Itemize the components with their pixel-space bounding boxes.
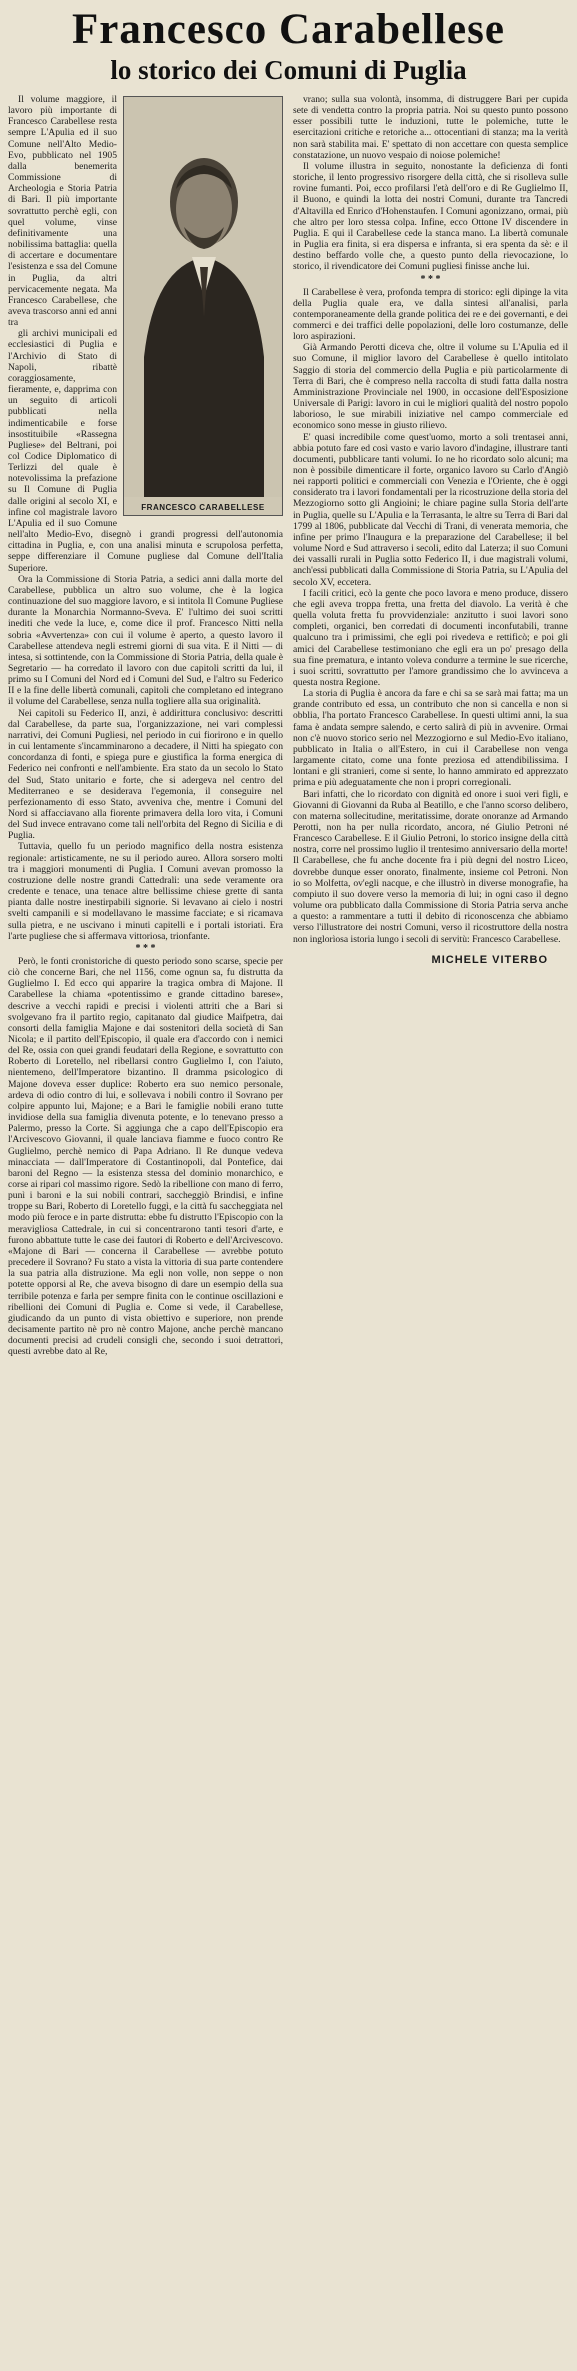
paragraph: Però, le fonti cronistoriche di questo periodo sono scarse, specie per ciò che concerne Bari, che nel 1156, come ognun sa, fu distrutta da Guglielmo I. Ed ecco qui apparire la tragica ombra di Majone. Il Carabellese la chiama «potentissimo e grande cittadino barese», descrive a vecchi rapidi e precisi i violenti attriti che a Bari si svolgevano fra il partito regio, capitanato dal giudice Maifpetra, dai consorti della famiglia Majone e dai sostenitori della società di San Nicola; e il partito dell'Episcopio, il quale era d'accordo con i nemici del Re, ossia con quei grandi feudatari della Regione, e sovrattutto con Roberto di Loretello, nel ribellarsi contro Guglielmo I, con l'aiuto, nientemeno, dell'Imperatore bizantino. Il dramma psicologico di Majone doveva esser duplice: Roberto era suo nemico personale, ardeva di odio contro di lui, e sollevava i nobili contro il Sovrano per colpire appunto lui, Majone; e a Bari le famiglie nobili erano tutte invidiose della sua famiglia divenuta potente, e lo tenevano presso a Palermo, presso la Corte. Si aggiunga che a capo dell'Episcopio era l'Arcivescovo Giovanni, il quale lanciava fiamme e fuoco contro Re Guglielmo, perchè nemico di Papa Adriano. Il Re dunque vedeva minacciata — dall'Imperatore di Costantinopoli, dal Pontefice, dai baroni del Regno — la esistenza stessa del dominio monarchico, e corse ai ripari col massimo rigore. Sedò la ribellione con mano di ferro, punì i baroni e la sui nobili contrari, saccheggiò Brindisi, e infine troppe su Bari, Roberto di Loretello fuggì, e la città fu saccheggiata nel modo più feroce e in parte distrutta: ebbe fu distrutto l'Episcopio con la meravigliosa Cattedrale, in cui si concentrarono tanti tesori d'arte, e furono abbattute tutte le case dei fautori di Roberto e dell'Arcivescovo. «Majone di Bari — concerna il Carabellese — avrebbe potuto precedere il Sovrano? Fu stato a vista la vittoria di sua parte contendere la sua patria alla distruzione. Ma egli non volle, non seppe o non potette opporsi al Re, che aveva bisogno di dare un esempio della sua terribile potenza e farla per sempre finita con le continue oscillazioni e ribellioni dei Comuni di Puglia e. Come si vede, il Carabellese, giudicando da un punto di vista obiettivo e superiore, non prende decisamente partito nè pro nè contro Majone, anche perchè mancano documenti precisi ad crudeli consigli che, secondo i suoi detrattori, questi avrebbe dato al Re, <box>8 955 283 1358</box>
article-title: Francesco Carabellese <box>72 6 505 53</box>
portrait-photo <box>123 96 283 516</box>
right-column <box>293 94 568 1358</box>
paragraph: I facili critici, ecò la gente che poco lavora e meno produce, dissero che egli aveva troppa fretta, una fretta del diavolo. La verità è che quella voluta fretta fu provvidenziale: anzitutto i suoi lavori sono completi, organici, ben corredati di documenti inconfutabili, tranne qualcuno tra i primissimi, che egli poi rivedeva e rettificò; e poi gli amici del Carabellese testimoniano che egli era un po' presago della sua fine prematura, e intanto voleva condurre a termine le sue ricerche, i suoi scritti, sovrattutto per l'amore grandissimo che lo avvinceva a questa nostra Regione. <box>293 587 568 688</box>
paragraph: Il volume illustra in seguito, nonostante la deficienza di fonti storiche, il lento progressivo risorgere della città, che si risolleva sulle rovine fumanti. Poi, ecco profilarsi l'età dell'oro e di Re Guglielmo II, il Buono, e quindi la lotta dei nostri Comuni, durante tra Tancredi d'Altavilla ed Enrico d'Hohenstaufen. I Comuni agonizzano, ormai, più che altro per loro stessa colpa. Infine, ecco Ottone IV discendere in Puglia. E qui il Carabellese cede la stanca mano. La libertà comunale in Puglia era finita, si era dispersa e infranta, si era spenta da sè: e il destino beffardo volle che, a questo punto della rievocazione, lo storico, il rivendicatore dei Comuni pugliesi finisse anche lui. <box>293 160 568 273</box>
left-column <box>8 94 283 1358</box>
article-columns <box>8 94 569 1358</box>
section-separator: * * * <box>420 273 441 285</box>
paragraph: La storia di Puglia è ancora da fare e chi sa se sarà mai fatta; ma un grande contributo ed essa, un contributo che non si cancella e non si obblia, l'ha portato Francesco Carabellese. In questi ultimi anni, la sua fama è andata sempre salendo, e certo salirà di più in avvenire. Ormai non c'è nuovo storico serio nel Mezzogiorno e sul Medio-Evo italiano, pubblicato in Italia o all'Estero, in cui il Carabellese non venga largamente citato, come una fonte preziosa ed attendibilissima. I lontani e gli stranieri, come si sente, lo hanno ammirato ed apprezzato prima e più adeguatamente che non i propri corregionali. <box>293 688 568 789</box>
paragraph: E' quasi incredibile come quest'uomo, morto a soli trentasei anni, abbia potuto fare ed così vasto e vario lavoro d'indagine, illustrare tanti documenti, pubblicare tanti volumi. Io ne ho ricordato solo alcuni; ma non è possibile dimenticare il forte, organico lavoro su Carlo d'Angiò nei rapporti politici e commerciali con Venezia e l'Oriente, che è oggi considerato tra i lavori fondamentali per la ricostruzione della storia del Mezzogiorno sotto gli Angioini; le chiare pagine sulla Storia dell'arte in Puglia, quelle su L'Apulia e la Terrasanta, le altre su Terra di Bari dal 1799 al 1806, pubblicate dal Vecchi di Trani, di venerata memoria, che infine per primo l'Inaugura e la preparazione del Carabellese; il bel volume Nord e Sud attraverso i secoli, edito dal Laterza; il suo Comuni dei vassalli rurali in Puglia sotto Federico II, i due magistrali volumi, anch'essi pubblicati dalla Commissione di Storia Patria, su L'Apulia del secolo XV, eccetera. <box>293 431 568 588</box>
article-subtitle: lo storico dei Comuni di Puglia <box>110 55 467 85</box>
paragraph: gli archivi municipali ed ecclesiastici di Puglia e l'Archivio di Stato di Napoli, ribattè coraggiosamente, fieramente, e, dapprima con un seguito di articoli pubblicati nella indimenticabile e forse insostituibile «Rassegna Pugliese» del Beltrani, poi col Codice Diplomatico di Terlizzi del quale è notevolissima la prefazione su Il Comune di Puglia dalle origini al secolo XI, e infine col magistrale lavoro L'Apulia ed il suo Comune nell'alto Medio-Evo, disegnò i grandi progressi dell'autonomia cittadina in Puglia, e, con una analisi minuta e scrupolosa perfetta, seppe differenziare il Comune pugliese dal Comune dell'Italia Superiore. <box>8 328 283 574</box>
paragraph: Nei capitoli su Federico II, anzi, è addirittura conclusivo: descritti dal Carabellese, da parte sua, l'organizzazione, nei vari complessi narrativi, dei Comuni Pugliesi, nel periodo in cui fiorirono e in quello in cui lentamente s'incamminarono a decadere, il Nitti ha spiegato con concordanza di fonti, e spiega pure e giustifica la forma energica di Federico nei confronti e nell'ambiente. Era stato da un secolo lo Stato del Sud, Stato unitario e forte, che si adergeva nel centro del Mediterraneo e se desiderava l'egemonia, il conseguire nel perfezionamento di esso Stato, avveniva che, mentre i Comuni del Nord si affacciavano alla fiorente primavera della loro vita, i Comuni del Sud invece entravano come tali nell'orbita del Regno di Sicilia e di Puglia. <box>8 707 283 842</box>
paragraph: Ora la Commissione di Storia Patria, a sedici anni dalla morte del Carabellese, pubblica un altro suo volume, che è la logica continuazione del suo maggiore lavoro, e si intitola Il Comune Pugliese durante la Monarchia Normanno-Sveva. E' l'ultimo dei suoi scritti inediti che vede la luce, e, come dice il prof. Francesco Nitti nella sobria «Avvertenza» con cui il volume è aperto, a questo lavoro il Carabellese attendeva negli estremi giorni di sua vita. E il Nitti — di intesa, si sottintende, con la Commissione di Storia Patria, della quale è Segretario — ha corredato il lavoro con due capitoli scritti da lui, il primo su I Comuni del Nord ed i Comuni del Sud, e l'altro su Federico II e la fine delle libertà comunali, capitoli che completano ed integrano il volume del Carabellese, senza nulla togliere alla sua originalità. <box>8 573 283 708</box>
paragraph: Il volume maggiore, il lavoro più importante di Francesco Carabellese resta sempre L'Apulia ed il suo Comune nell'Alto Medio-Evo, pubblicato nel 1905 dalla benemerita Commissione di Archeologia e Storia Patria di Bari. Il più importante sovrattutto perchè egli, con quel volume, vinse definitivamente una nobilissima battaglia: quella di accertare e documentare l'esistenza e ssa del Comune in Puglia, da altri pervicacemente negata. Ma Francesco Carabellese, che aveva trascorso anni ed anni tra <box>8 94 117 329</box>
portrait-illustration <box>124 97 282 497</box>
paragraph: vrano; sulla sua volontà, insomma, di distruggere Bari per cupida sete di vendetta contro la propria patria. Noi su questo punto possono esser possibili tutte le induzioni, tutte le polemiche, tutte le esercitazioni critiche e retoriche a... ottocentiani di stanza; ma la verità non sarà stabilita mai. E' spettato di non accettare con questa semplice constatazione, un nuovo vespaio di noiose polemiche! <box>293 94 568 161</box>
section-separator: * * * <box>135 942 156 954</box>
paragraph: Già Armando Perotti diceva che, oltre il volume su L'Apulia ed il suo Comune, il miglior lavoro del Carabellese è quello intitolato Saggio di storia del commercio della Puglia e più particolarmente di Terra di Bari, che è compreso nella raccolta di studi fatta dalla nostra Amministrazione Provinciale nel 1900, in occasione dell'Esposizione Universale di Parigi: lavoro in cui le migliori qualità del nostro popolo laborioso, le sue mirabili iniziative nel campo commerciale ed economico sono messe in giusto rilievo. <box>293 342 568 432</box>
photo-caption: FRANCESCO CARABELLESE <box>141 502 265 512</box>
paragraph: Il Carabellese è vera, profonda tempra di storico: egli dipinge la vita della Puglia quale era, ve dalla sintesi all'analisi, parla contemporaneamente della grande politica dei re e dei governanti, e dei commerci e dei traffici delle popolazioni, delle loro costumanze, delle loro aspirazioni. <box>293 286 568 343</box>
paragraph: Bari infatti, che lo ricordato con dignità ed onore i suoi veri figli, e Giovanni di Giovanni da Ruba al Beatillo, e che l'anno scorso delibero, con materna sollecitudine, meritatissime, dorate onoranze ad Armando Perotti, non ha per nulla ricordato, ancora, né Giulio Petroni né Francesco Carabellese. E il Giulio Petroni, lo storico insigne della città nostra, corre nel prossimo luglio il trentesimo anniversario della morte! Il Carabellese, che fu anche docente fra i più degni del nostro Liceo, dovrebbe dunque esser onorato, finalmente, insieme col Petroni. Non io so Molfetta, ov'egli nacque, e che illustrò in diverse monografie, ha compiuto il suo dovere verso la memoria di lui; in ogni caso il degno volume ora pubblicato dalla Commissione di Storia Patria serva anche a questo: a rammentare a tutti il debito di riconoscenza che abbiamo verso l'illustratore dei nostri Comuni, verso il ricostruttore della nostra non inglorìosa istoria lungo i secoli di servitù: Francesco Carabellese. <box>293 788 568 945</box>
paragraph: Tuttavia, quello fu un periodo magnifico della nostra esistenza regionale: artisticamente, ne su il periodo aureo. Allora sorsero molti tra i maggiori monumenti di Puglia. I Comuni avevan promosso la costruzione delle nostre grandi Cattedrali: una sede veramente ora credente e tenace, una tenace altre bellissime chiese grette di santa pianta dalle nostre inestirpabili signorie. Si levavano ai cielo i nostri svelti campanili e si modellavano le massime facciate; e si ricamava sulla pietra, e ne uscivano i minuti capitelli e i portali istoriati. Era l'arte pugliese che si affermava vittoriosa, trionfante. <box>8 841 283 942</box>
author-signature: MICHELE VITERBO <box>431 953 548 966</box>
